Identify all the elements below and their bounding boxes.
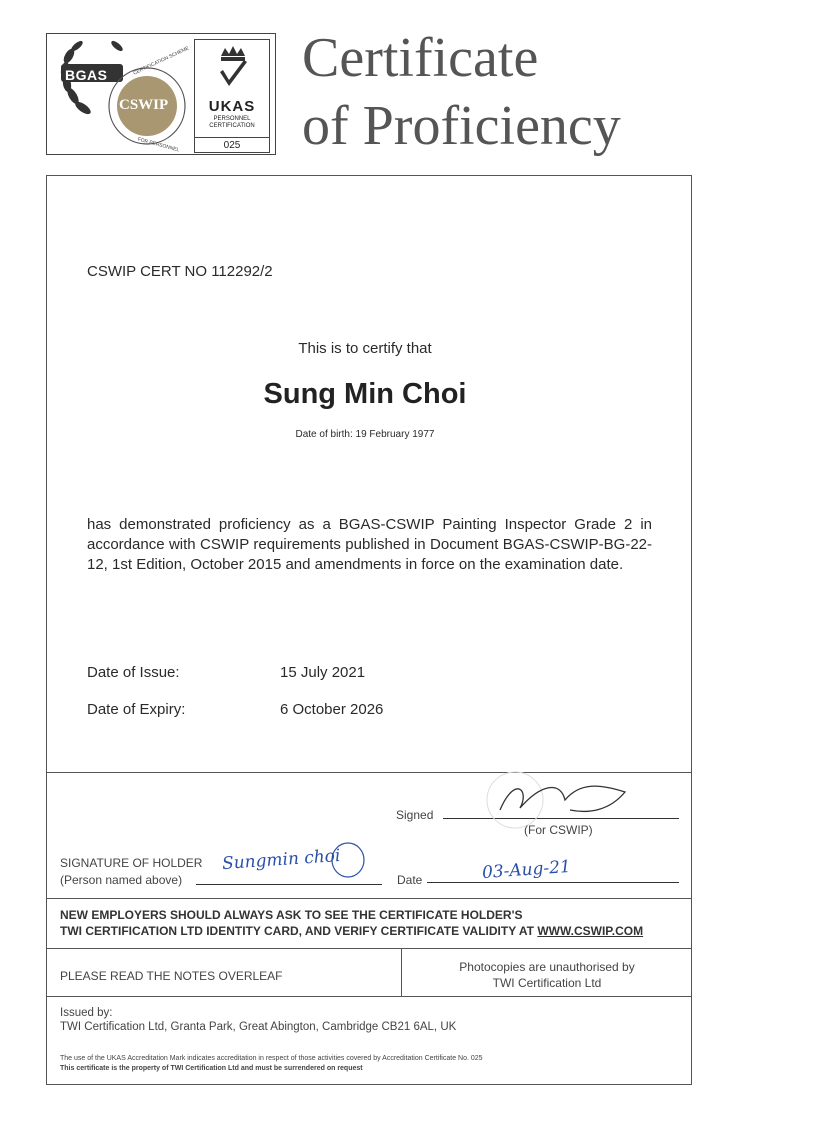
cswip-website-link[interactable]: WWW.CSWIP.COM [537, 924, 644, 938]
holder-name: Sung Min Choi [263, 378, 467, 410]
notes-overleaf: PLEASE READ THE NOTES OVERLEAF [60, 969, 283, 983]
notice-line2-text: TWI CERTIFICATION LTD IDENTITY CARD, AND VERIFY CERTIFICATE VALIDITY AT [60, 924, 538, 938]
notice-line1: NEW EMPLOYERS SHOULD ALWAYS ASK TO SEE THE CERTIFICATE HOLDER'S [60, 908, 523, 922]
ukas-number: 025 [195, 137, 269, 151]
holder-signature-line [196, 884, 382, 885]
fine-print-ukas: The use of the UKAS Accreditation Mark indicates accreditation in respect of those activities covered by Accreditation Certificate No. 025 [60, 1055, 483, 1062]
holder-signature-sublabel: (Person named above) [60, 873, 183, 887]
photocopies-line1: Photocopies are unauthorised by [459, 960, 635, 974]
signature-flourish-icon [326, 840, 372, 880]
ukas-subtitle [195, 116, 269, 130]
holder-signature-label: SIGNATURE OF HOLDER [60, 856, 203, 870]
crown-tick-icon [217, 46, 249, 96]
fine-print-property: This certificate is the property of TWI Certification Ltd and must be surrendered on request [60, 1065, 363, 1072]
date-label: Date [397, 873, 423, 887]
issued-by-label: Issued by: [60, 1007, 113, 1019]
issue-date-value: 15 July 2021 [280, 664, 366, 681]
expiry-date-value: 6 October 2026 [280, 701, 384, 718]
cswip-signature-icon [470, 770, 640, 830]
for-cswip-label: (For CSWIP) [524, 823, 593, 837]
divider-issued [46, 996, 692, 997]
divider-notice [46, 898, 692, 899]
title-line2: of Proficiency [302, 95, 621, 157]
proficiency-statement: has demonstrated proficiency as a BGAS-CSWIP Painting Inspector Grade 2 in accordance with CSWIP requirements published in Document BGAS-CSWIP-BG-22-12, 1st Edition, October 2015 and amendments in force on the examination date. [87, 516, 652, 573]
ukas-sub-line1: PERSONNEL [213, 116, 251, 122]
photocopies-line2: TWI Certification Ltd [492, 976, 602, 990]
seal-ring-top-text: CERTIFICATION SCHEME [132, 45, 191, 77]
date-of-birth: Date of birth: 19 February 1977 [295, 429, 435, 440]
cswip-logo-text: CSWIP [119, 97, 169, 113]
ukas-logo-text: UKAS [208, 98, 256, 115]
photocopies-notice [402, 959, 692, 991]
signed-label: Signed [396, 808, 434, 822]
holder-signature: Sungmin choi [221, 845, 342, 875]
divider-footer [46, 948, 692, 949]
fine-print [60, 1054, 483, 1074]
issued-by-address: TWI Certification Ltd, Granta Park, Great Abington, Cambridge CB21 6AL, UK [60, 1021, 457, 1033]
cert-number: CSWIP CERT NO 112292/2 [87, 263, 273, 280]
issued-by [60, 1006, 456, 1034]
seal-ring-bottom-text: FOR PERSONNEL [136, 136, 180, 154]
issue-date-label: Date of Issue: [87, 664, 180, 681]
bgas-logo-text: BGAS [65, 67, 108, 83]
date-handwritten: 03-Aug-21 [481, 856, 572, 884]
ukas-mark [194, 39, 270, 153]
title-line1: Certificate [302, 27, 539, 89]
notice-line2 [60, 923, 643, 939]
expiry-date-label: Date of Expiry: [87, 701, 186, 718]
date-line [427, 882, 679, 883]
certify-text: This is to certify that [298, 340, 432, 357]
notice [60, 907, 643, 939]
ukas-sub-line2: CERTIFICATION [209, 123, 255, 129]
